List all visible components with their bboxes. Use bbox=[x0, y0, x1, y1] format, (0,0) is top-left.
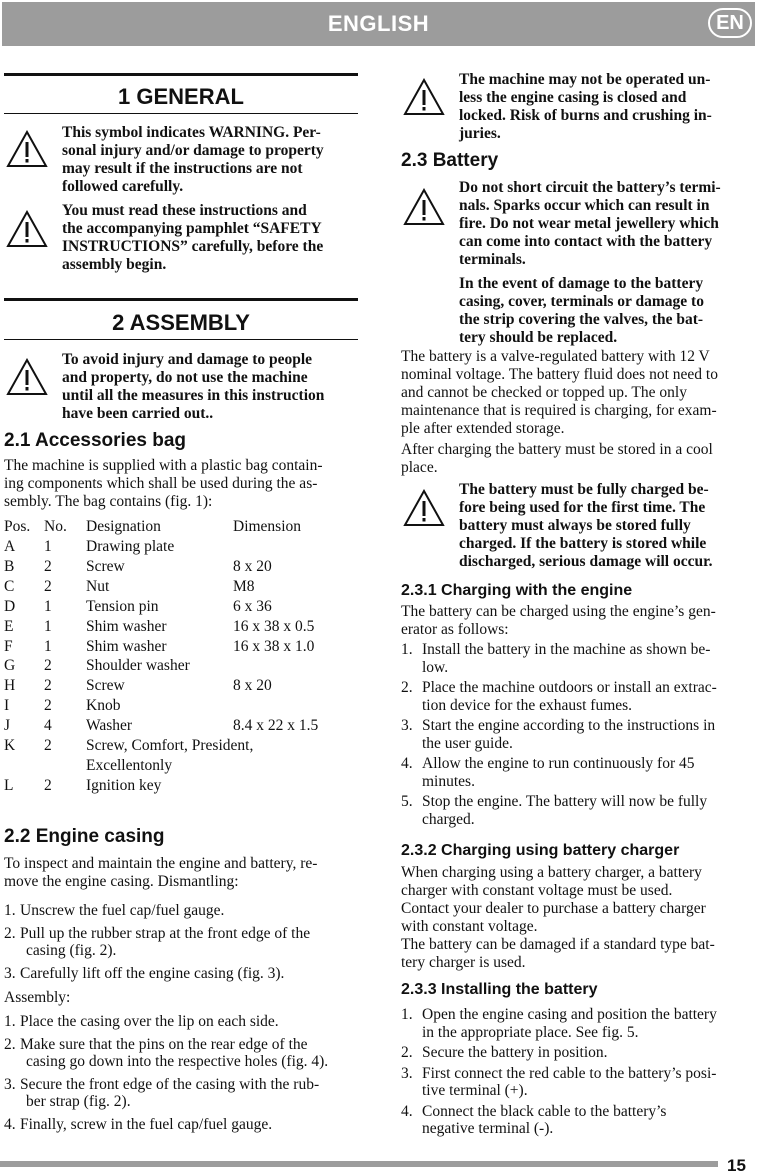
table-cell-pos: J bbox=[4, 717, 11, 735]
table-cell-no: 2 bbox=[44, 776, 52, 794]
list-number: 5. bbox=[401, 793, 413, 810]
footer-bar bbox=[0, 1161, 718, 1167]
table-cell-pos: E bbox=[4, 617, 14, 635]
table-cell-dimension: 16 x 38 x 1.0 bbox=[233, 637, 315, 655]
warning-assembly: To avoid injury and damage to people and property, do not use the machine until all the measures in this instruction have been carried out.. bbox=[62, 351, 325, 422]
header-title: ENGLISH bbox=[327, 11, 430, 36]
warning-battery-damage: In the event of damage to the battery casing, cover, terminals or damage to the strip covering the valves, the bat- tery should be replaced. bbox=[459, 275, 704, 346]
charging-engine-intro: The battery can be charged using the engine’s gen- erator as follows: bbox=[401, 603, 716, 638]
list-text: tion device for the exhaust fumes. bbox=[422, 696, 633, 714]
list-text: Allow the engine to run continuously for 45 bbox=[422, 755, 695, 772]
table-cell-pos: G bbox=[4, 657, 16, 675]
list-text: casing (fig. 2). bbox=[26, 942, 117, 959]
divider bbox=[4, 113, 358, 114]
table-cell-pos: D bbox=[4, 597, 16, 615]
accessories-intro: The machine is supplied with a plastic bag contain- ing components which shall be used during the as- sembly. The bag contains (fig. 1): bbox=[4, 457, 323, 510]
list-number: 3. bbox=[4, 1075, 16, 1093]
table-cell-pos: B bbox=[4, 557, 15, 575]
list-number: 1. bbox=[4, 1013, 16, 1030]
warning-read-instructions: You must read these instructions and the accompanying pamphlet “SAFETY INSTRUCTIONS” carefully, before the assembly begin. bbox=[62, 202, 324, 273]
table-cell-pos: A bbox=[4, 538, 16, 555]
table-cell-no: 2 bbox=[44, 657, 52, 675]
engine-casing-intro: To inspect and maintain the engine and battery, re- move the engine casing. Dismantling: bbox=[4, 855, 318, 890]
column-header-dimension: Dimension bbox=[233, 518, 302, 535]
list-text: Make sure that the pins on the rear edge of the bbox=[20, 1035, 308, 1053]
divider bbox=[4, 339, 358, 340]
list-number: 2. bbox=[401, 1044, 413, 1061]
list-text: low. bbox=[422, 658, 449, 676]
section-rule bbox=[4, 298, 358, 301]
list-number: 3. bbox=[4, 964, 16, 982]
list-number: 3. bbox=[401, 717, 413, 734]
table-cell-designation: Nut bbox=[86, 577, 110, 595]
accessories-heading: 2.1 Accessories bag bbox=[4, 430, 187, 451]
table-cell-pos: I bbox=[4, 697, 10, 715]
table-cell-pos: C bbox=[4, 577, 15, 595]
table-cell-pos: K bbox=[4, 737, 16, 754]
language-badge: EN bbox=[708, 8, 752, 38]
list-text: Finally, screw in the fuel cap/fuel gauge. bbox=[20, 1115, 273, 1133]
table-cell-designation: Shoulder washer bbox=[86, 657, 190, 675]
table-cell-no: 1 bbox=[44, 597, 52, 615]
table-cell-dimension: M8 bbox=[233, 577, 255, 595]
table-cell-pos: F bbox=[4, 637, 13, 655]
table-cell-designation: Washer bbox=[86, 717, 133, 735]
list-text: minutes. bbox=[422, 772, 475, 790]
table-cell-designation: Drawing plate bbox=[86, 538, 175, 555]
column-header-designation: Designation bbox=[86, 518, 161, 535]
warning-triangle-icon bbox=[403, 188, 445, 226]
table-cell-no: 2 bbox=[44, 677, 52, 695]
list-number: 2. bbox=[4, 1035, 16, 1053]
list-number: 1. bbox=[401, 1006, 413, 1023]
warning-triangle-icon bbox=[6, 210, 48, 248]
table-cell-designation: Excellentonly bbox=[86, 756, 173, 774]
table-cell-no: 1 bbox=[44, 637, 52, 655]
warning-fully-charged: The battery must be fully charged be- fore being used for the first time. The battery must always be stored fully charged. If the battery is stored while discharged, serious damage will occur. bbox=[459, 481, 713, 570]
list-text: Stop the engine. The battery will now be fully bbox=[422, 793, 708, 810]
table-cell-designation: Ignition key bbox=[86, 776, 162, 794]
table-cell-designation: Tension pin bbox=[86, 597, 159, 615]
table-cell-designation: Screw, Comfort, President, bbox=[86, 737, 254, 754]
list-number: 3. bbox=[401, 1064, 413, 1082]
list-number: 2. bbox=[401, 679, 413, 696]
warning-short-circuit: Do not short circuit the battery’s termi- nals. Sparks occur which can result in fire. Do not wear metal jewellery which can come into contact with the battery terminals. bbox=[459, 179, 721, 268]
table-cell-designation: Screw bbox=[86, 557, 125, 575]
list-number: 1. bbox=[4, 902, 16, 919]
battery-description: The battery is a valve-regulated battery with 12 V nominal voltage. The battery fluid does not need to and cannot be checked or topped up. The only maintenance that is required is charging, for exam- ple after extended storage. bbox=[401, 348, 718, 437]
table-cell-no: 4 bbox=[44, 717, 52, 735]
section-2-title: 2 ASSEMBLY bbox=[112, 310, 250, 335]
list-text: Install the battery in the machine as shown be- bbox=[422, 641, 711, 658]
table-cell-no: 1 bbox=[44, 617, 52, 635]
list-text: Secure the front edge of the casing with the rub- bbox=[20, 1075, 320, 1093]
list-text: Secure the battery in position. bbox=[422, 1044, 608, 1061]
table-cell-dimension: 8.4 x 22 x 1.5 bbox=[233, 717, 319, 735]
list-number: 1. bbox=[401, 641, 413, 658]
page-header bbox=[2, 2, 755, 46]
table-cell-dimension: 8 x 20 bbox=[233, 557, 272, 575]
charger-paragraph: When charging using a battery charger, a battery charger with constant voltage must be used. Contact your dealer to purchase a battery charger with constant voltage. The battery can be damaged if a standard type bat- tery charger is used. bbox=[401, 864, 715, 971]
warning-general-symbol: This symbol indicates WARNING. Per- sonal injury and/or damage to property may result if the instructions are not followed carefully. bbox=[62, 124, 324, 195]
table-cell-pos: H bbox=[4, 677, 16, 695]
list-number: 4. bbox=[401, 1102, 413, 1120]
section-1-title: 1 GENERAL bbox=[118, 84, 244, 109]
list-text: Pull up the rubber strap at the front edge of the bbox=[20, 924, 311, 942]
table-cell-no: 2 bbox=[44, 737, 52, 754]
table-cell-designation: Shim washer bbox=[86, 637, 167, 655]
section-rule bbox=[4, 73, 358, 76]
list-text: ber strap (fig. 2). bbox=[26, 1093, 131, 1110]
list-text: Place the machine outdoors or install an extrac- bbox=[422, 679, 717, 696]
list-number: 2. bbox=[4, 924, 16, 942]
table-cell-dimension: 16 x 38 x 0.5 bbox=[233, 617, 315, 635]
table-cell-designation: Shim washer bbox=[86, 617, 167, 635]
table-cell-no: 1 bbox=[44, 538, 52, 555]
column-header-no: No. bbox=[44, 518, 67, 535]
warning-triangle-icon bbox=[403, 78, 445, 116]
table-cell-no: 2 bbox=[44, 557, 52, 575]
table-cell-designation: Screw bbox=[86, 677, 125, 695]
assembly-label: Assembly: bbox=[4, 989, 71, 1006]
install-battery-heading: 2.3.3 Installing the battery bbox=[401, 981, 598, 998]
list-number: 4. bbox=[401, 755, 413, 772]
warning-triangle-icon bbox=[6, 130, 48, 168]
list-text: Open the engine casing and position the battery bbox=[422, 1006, 717, 1023]
list-text: charged. bbox=[422, 810, 475, 828]
list-text: Start the engine according to the instructions in bbox=[422, 717, 716, 734]
list-text: First connect the red cable to the battery’s posi- bbox=[422, 1064, 717, 1082]
battery-heading: 2.3 Battery bbox=[401, 150, 499, 171]
table-cell-dimension: 8 x 20 bbox=[233, 677, 272, 695]
list-text: negative terminal (-). bbox=[422, 1120, 554, 1137]
list-text: the user guide. bbox=[422, 734, 513, 752]
list-text: casing go down into the respective holes (fig. 4). bbox=[26, 1053, 329, 1070]
warning-triangle-icon bbox=[403, 489, 445, 527]
table-cell-designation: Knob bbox=[86, 697, 121, 715]
charger-heading: 2.3.2 Charging using battery charger bbox=[401, 842, 680, 859]
table-cell-no: 2 bbox=[44, 697, 52, 715]
engine-casing-heading: 2.2 Engine casing bbox=[4, 826, 165, 847]
warning-engine-casing: The machine may not be operated un- less the engine casing is closed and locked. Risk of burns and crushing in- juries. bbox=[459, 71, 712, 142]
warning-triangle-icon bbox=[6, 358, 48, 396]
table-cell-no: 2 bbox=[44, 577, 52, 595]
battery-storage-note: After charging the battery must be stored in a cool place. bbox=[401, 441, 713, 476]
list-text: Unscrew the fuel cap/fuel gauge. bbox=[20, 902, 225, 919]
charging-engine-heading: 2.3.1 Charging with the engine bbox=[401, 582, 633, 599]
list-text: Place the casing over the lip on each side. bbox=[20, 1013, 279, 1030]
table-cell-pos: L bbox=[4, 776, 14, 794]
list-text: tive terminal (+). bbox=[422, 1082, 528, 1099]
list-number: 4. bbox=[4, 1115, 16, 1133]
list-text: Carefully lift off the engine casing (fig. 3). bbox=[20, 964, 285, 982]
list-text: in the appropriate place. See fig. 5. bbox=[422, 1023, 639, 1041]
page-number: 15 bbox=[727, 1156, 746, 1175]
table-cell-dimension: 6 x 36 bbox=[233, 597, 272, 615]
column-header-pos: Pos. bbox=[4, 518, 31, 535]
list-text: Connect the black cable to the battery’s bbox=[422, 1102, 667, 1120]
